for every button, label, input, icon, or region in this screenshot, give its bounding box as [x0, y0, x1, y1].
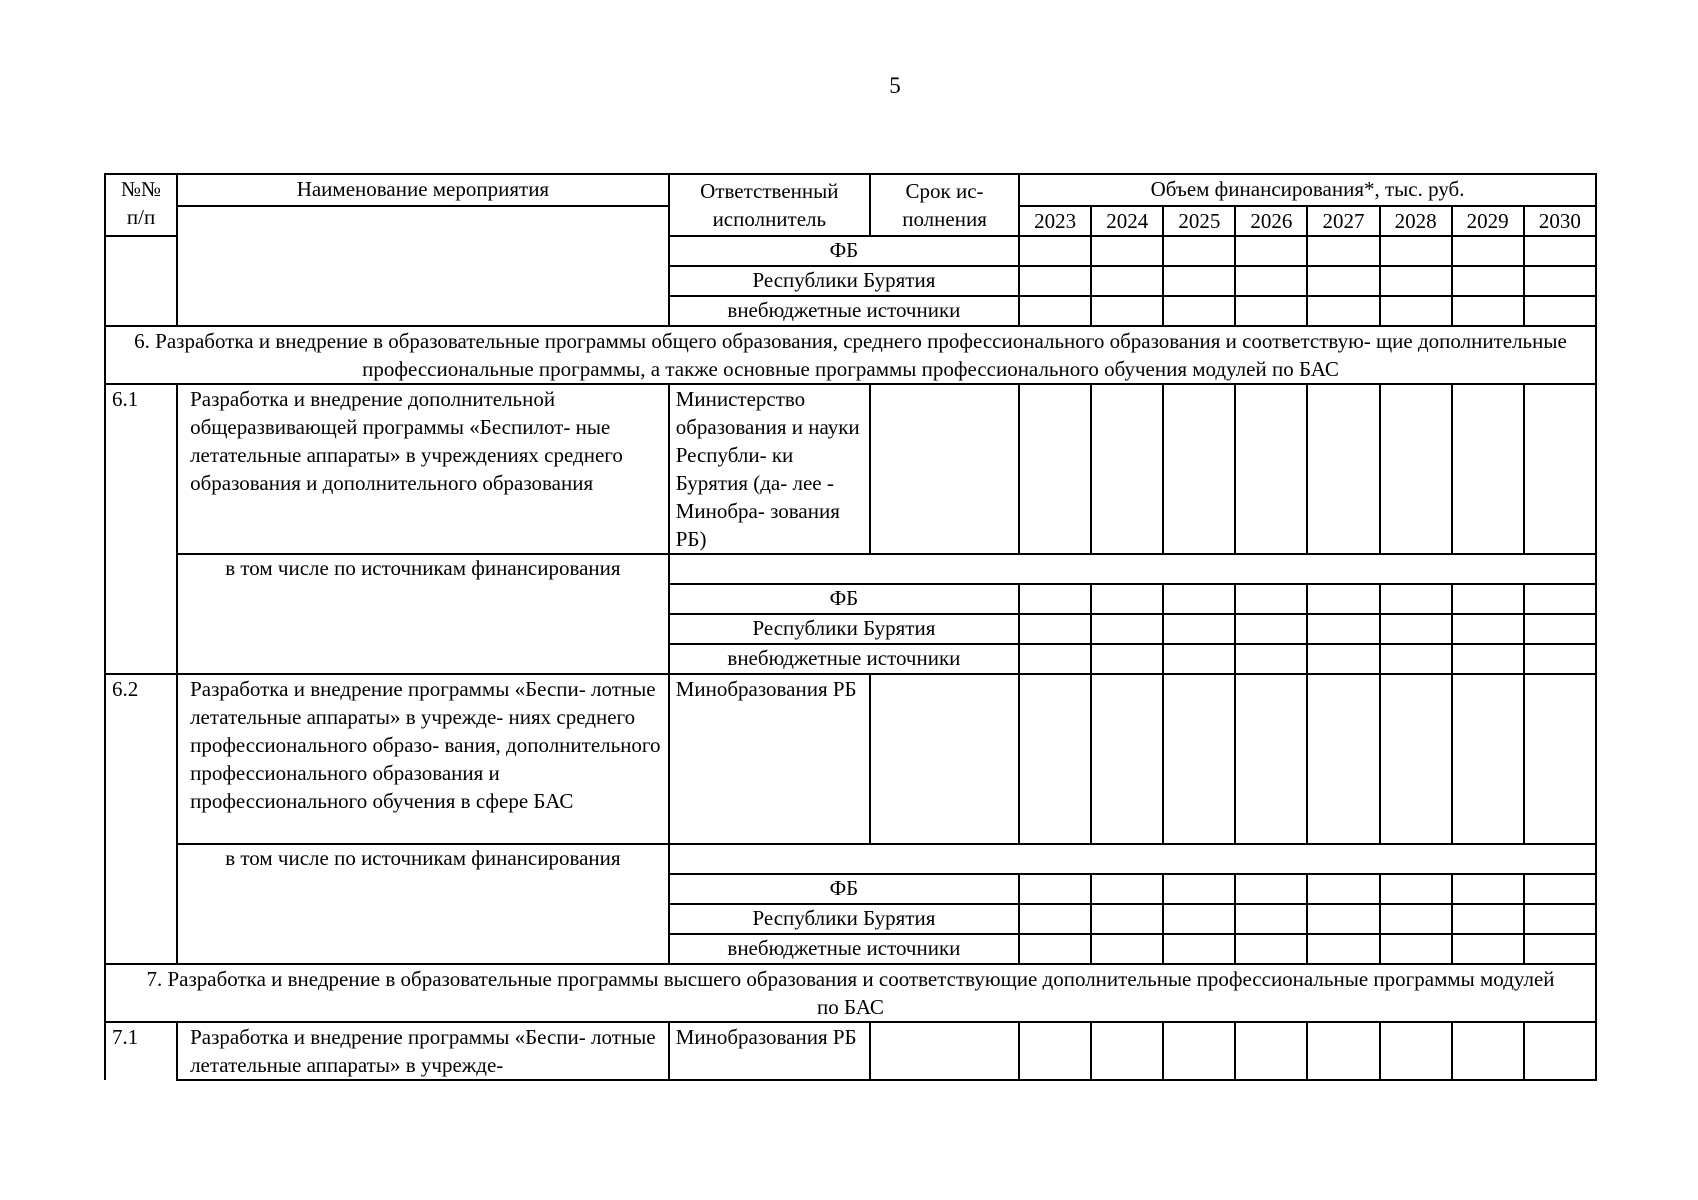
year-cell: 2024	[1091, 206, 1163, 236]
empty-cell	[177, 874, 669, 904]
item-executor: Минобразования РБ	[669, 674, 870, 844]
header-num: №№ п/п	[105, 174, 177, 236]
source-label: Республики Бурятия	[669, 266, 1019, 296]
section-6-heading: 6. Разработка и внедрение в образовательные программы общего образования, среднего профессионального образования и соответствую- щие дополнительные профессиональные программы, а также основные программы профессионального обучения модулей по БАС	[105, 326, 1596, 384]
source-label: внебюджетные источники	[669, 296, 1019, 326]
page-number: 5	[889, 73, 901, 98]
source-label: ФБ	[669, 874, 1019, 904]
empty-cell	[177, 584, 669, 614]
source-row-fb	[105, 584, 1596, 614]
empty-cell	[669, 844, 1596, 874]
item-name: Разработка и внедрение программы «Беспи- лотные летательные аппараты» в учрежде-	[177, 1022, 669, 1080]
source-label: Республики Бурятия	[669, 904, 1019, 934]
source-label: ФБ	[669, 236, 1019, 266]
header-funding: Объем финансирования*, тыс. руб.	[1019, 174, 1596, 206]
year-cell: 2026	[1235, 206, 1307, 236]
source-label: ФБ	[669, 584, 1019, 614]
section-heading-row	[105, 326, 1596, 384]
empty-cell	[177, 904, 669, 934]
section-7-heading: 7. Разработка и внедрение в образовательные программы высшего образования и соответствующие дополнительные профессиональные программы модулей по БАС	[105, 964, 1596, 1022]
table-header-row	[105, 174, 1596, 206]
empty-cell	[177, 266, 669, 296]
item-number: 6.2	[105, 674, 177, 964]
header-name-continuation	[177, 206, 669, 236]
source-label: Республики Бурятия	[669, 614, 1019, 644]
item-name: Разработка и внедрение дополнительной общеразвивающей программы «Беспилот- ные летательные аппараты» в учреждениях среднего образования и дополнительного образования	[177, 384, 669, 554]
item-name: Разработка и внедрение программы «Беспи- лотные летательные аппараты» в учрежде- ниях среднего профессионального образо- вания, дополнительного профессионального образования и профессионального обучения в сфере БАС	[177, 674, 669, 844]
source-label: внебюджетные источники	[669, 644, 1019, 674]
header-term: Срок ис- полнения	[870, 174, 1019, 236]
empty-cell	[177, 614, 669, 644]
source-row-extra	[105, 296, 1596, 326]
year-cell: 2025	[1163, 206, 1235, 236]
item-term	[870, 384, 1019, 554]
item-row-6-2	[105, 674, 1596, 844]
source-row-fb	[105, 874, 1596, 904]
including-label: в том числе по источникам финансирования	[177, 844, 669, 874]
including-row	[105, 844, 1596, 874]
item-term	[870, 674, 1019, 844]
item-number: 6.1	[105, 384, 177, 674]
empty-cell	[177, 934, 669, 964]
year-cell: 2027	[1307, 206, 1379, 236]
year-cell: 2023	[1019, 206, 1091, 236]
empty-cell	[669, 554, 1596, 584]
including-row	[105, 554, 1596, 584]
source-row-rb	[105, 614, 1596, 644]
empty-cell	[177, 236, 669, 266]
source-row-rb	[105, 266, 1596, 296]
item-executor: Минобразования РБ	[669, 1022, 870, 1080]
header-executor: Ответственный исполнитель	[669, 174, 870, 236]
section-heading-row	[105, 964, 1596, 1022]
source-row-rb	[105, 904, 1596, 934]
source-row-fb	[105, 236, 1596, 266]
including-label: в том числе по источникам финансирования	[177, 554, 669, 584]
item-row-6-1	[105, 384, 1596, 554]
source-label: внебюджетные источники	[669, 934, 1019, 964]
item-row-7-1	[105, 1022, 1596, 1080]
empty-cell	[105, 266, 177, 296]
funding-plan-table	[104, 173, 1597, 1081]
item-number: 7.1	[105, 1022, 177, 1080]
empty-cell	[177, 644, 669, 674]
header-name: Наименование мероприятия	[177, 174, 669, 206]
year-cell: 2029	[1452, 206, 1524, 236]
item-term	[870, 1022, 1019, 1080]
source-row-extra	[105, 934, 1596, 964]
empty-cell	[105, 296, 177, 326]
empty-cell	[177, 296, 669, 326]
year-cell: 2028	[1380, 206, 1452, 236]
item-executor: Министерство образования и науки Республи- ки Бурятия (да- лее - Минобра- зования РБ)	[669, 384, 870, 554]
year-cell: 2030	[1524, 206, 1596, 236]
source-row-extra	[105, 644, 1596, 674]
empty-cell	[105, 236, 177, 266]
